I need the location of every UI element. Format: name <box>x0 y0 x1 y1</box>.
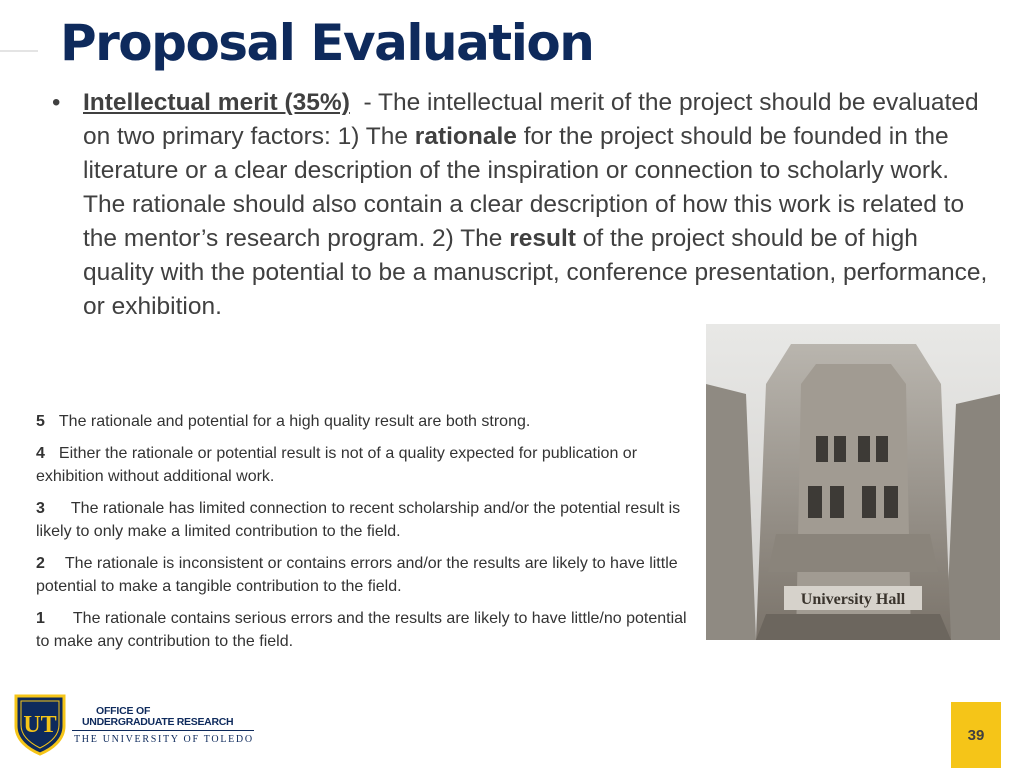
bullet-text-part-3: of the project should be of high quality with the potential to be a manuscript, conference presentation, performance, or exhibition. <box>83 225 988 320</box>
rating-score: 1 <box>36 610 45 627</box>
merit-title: Intellectual merit (35%) <box>83 89 350 116</box>
logo-university-name: THE UNIVERSITY OF TOLEDO <box>74 734 254 745</box>
rating-item <box>36 497 691 543</box>
bullet-text-part-2: for the project should be founded in the literature or a clear description of the inspiration or connection to scholarly work. The rationale should also contain a clear description of how this work is related to the mentor’s research program. 2) The <box>83 123 965 252</box>
result-keyword: result <box>509 225 576 252</box>
top-divider <box>0 50 38 52</box>
logo-monogram: UT <box>23 712 57 738</box>
photo-sign-text: University Hall <box>800 591 906 608</box>
logo-undergraduate-research: UNDERGRADUATE RESEARCH <box>82 716 234 728</box>
rating-item <box>36 442 691 488</box>
ut-shield-icon <box>12 692 68 756</box>
rating-item <box>36 552 691 598</box>
rating-text: The rationale has limited connection to recent scholarship and/or the potential result is likely to only make a limited contribution to the field. <box>36 500 681 540</box>
page-number: 39 <box>967 726 985 744</box>
page-number-badge <box>951 702 1001 768</box>
rating-score: 4 <box>36 445 45 462</box>
bullet-text-part-1: - The intellectual merit of the project should be evaluated on two primary factors: 1) The <box>83 89 986 150</box>
bullet-intellectual-merit <box>52 86 992 324</box>
rationale-keyword: rationale <box>414 123 517 150</box>
rating-score: 3 <box>36 500 45 517</box>
rating-scale <box>36 410 691 662</box>
rating-item <box>36 410 691 433</box>
logo-office-of: OFFICE OF <box>96 705 151 717</box>
rating-text: Either the rationale or potential result is not of a quality expected for publication or exhibition without additional work. <box>36 445 638 485</box>
rating-score: 2 <box>36 555 45 572</box>
logo-divider <box>72 730 254 731</box>
bullet-text <box>83 86 988 324</box>
rating-text: The rationale and potential for a high quality result are both strong. <box>58 413 531 430</box>
slide-title: Proposal Evaluation <box>60 14 594 72</box>
rating-item <box>36 607 691 653</box>
office-of-undergraduate-research-logo <box>12 692 252 758</box>
rating-text: The rationale contains serious errors and the results are likely to have little/no potential to make any contribution to the field. <box>36 610 687 650</box>
university-hall-photo <box>706 324 1000 640</box>
rating-text: The rationale is inconsistent or contains errors and/or the results are likely to have little potential to make a tangible contribution to the field. <box>36 555 678 595</box>
bullet-dot-icon: • <box>52 89 61 116</box>
rating-score: 5 <box>36 413 45 430</box>
